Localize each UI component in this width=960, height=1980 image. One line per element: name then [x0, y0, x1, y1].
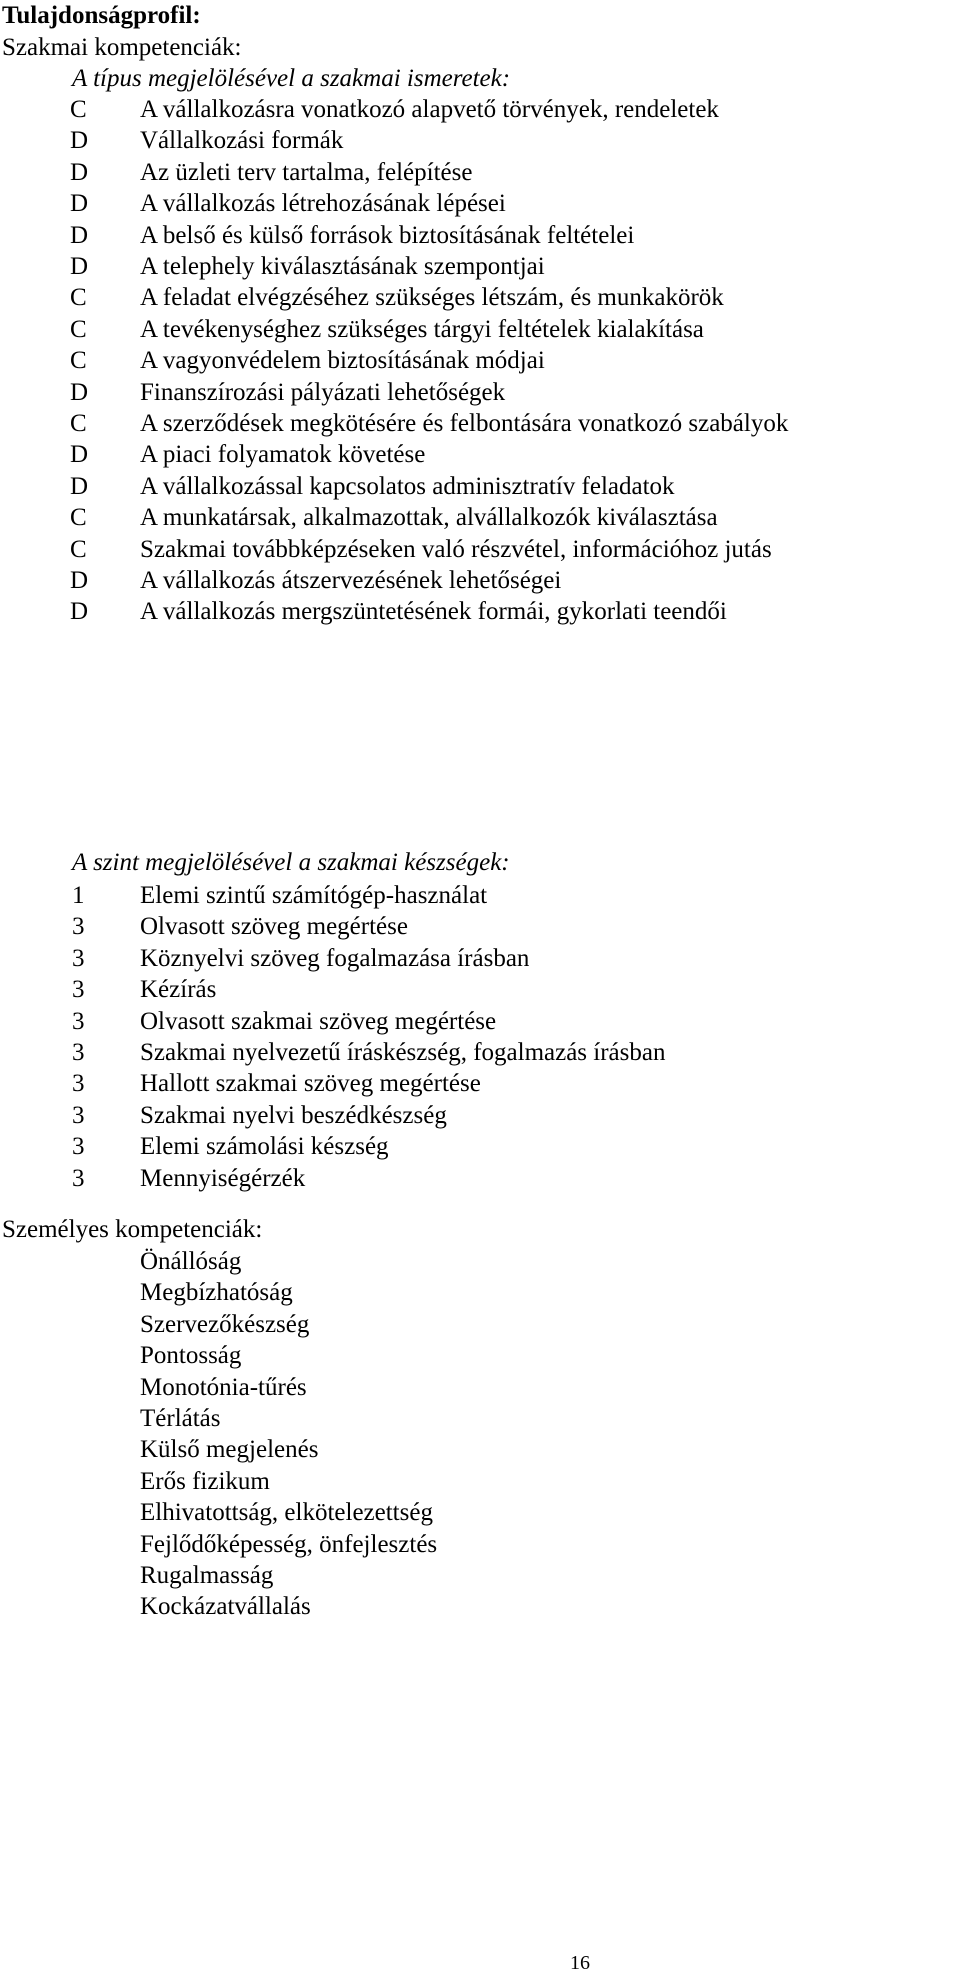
list-item	[0, 1131, 960, 1163]
item-code: C	[70, 284, 87, 312]
list-item	[0, 125, 960, 157]
list-item	[0, 943, 960, 975]
item-text: Vállalkozási formák	[140, 127, 344, 155]
item-code: 3	[72, 1101, 85, 1129]
item-text: A vállalkozás mergszüntetésének formái, gykorlati teendői	[140, 598, 727, 626]
item-code: D	[70, 567, 89, 594]
list-item	[0, 534, 960, 566]
item-code: D	[70, 158, 89, 186]
list-item	[0, 377, 960, 409]
item-text: Elemi számolási készség	[140, 1133, 389, 1161]
item-code: C	[70, 96, 87, 123]
item-code: D	[70, 472, 89, 500]
item-text: A munkatársak, alkalmazottak, alvállalkozók kiválasztása	[140, 504, 718, 532]
item-code: D	[70, 598, 89, 626]
item-code: 3	[72, 1164, 85, 1192]
item-text: A vagyonvédelem biztosításának módjai	[140, 347, 545, 375]
personal-competency-item: Rugalmasság	[140, 1562, 274, 1589]
item-code: 1	[72, 882, 85, 909]
list-item	[0, 157, 960, 189]
item-text: A vállalkozással kapcsolatos adminisztratív feladatok	[140, 472, 675, 500]
item-text: A telephely kiválasztásának szempontjai	[140, 253, 545, 280]
list-item	[0, 439, 960, 471]
list-item	[0, 974, 960, 1006]
personal-competency-item: Megbízhatóság	[140, 1279, 293, 1307]
item-text: Szakmai nyelvezetű íráskészség, fogalmazás írásban	[140, 1039, 666, 1066]
personal-competency-item: Önállóság	[140, 1248, 242, 1275]
list-item	[0, 1006, 960, 1038]
item-code: D	[70, 190, 89, 218]
item-text: Szakmai továbbképzéseken való részvétel, információhoz jutás	[140, 535, 772, 563]
personal-competency-item: Monotónia-tűrés	[140, 1373, 307, 1401]
item-code: 3	[72, 944, 85, 972]
item-text: Elemi szintű számítógép-használat	[140, 882, 488, 909]
item-text: Szakmai nyelvi beszédkészség	[140, 1101, 447, 1129]
list-item	[0, 911, 960, 943]
item-text: Olvasott szöveg megértése	[140, 913, 408, 941]
skills-heading: A szint megjelölésével a szakmai készségek:	[72, 849, 510, 876]
item-code: D	[70, 441, 89, 469]
list-item	[0, 502, 960, 534]
item-code: 3	[72, 976, 85, 1004]
page-number: 16	[570, 1952, 590, 1974]
list-item	[0, 1068, 960, 1100]
item-text: A feladat elvégzéséhez szükséges létszám, és munkakörök	[140, 284, 724, 312]
page-title: Tulajdonságprofil:	[2, 2, 201, 29]
item-code: C	[70, 315, 87, 343]
item-code: C	[70, 504, 87, 532]
item-code: D	[70, 221, 89, 249]
item-text: Olvasott szakmai szöveg megértése	[140, 1007, 497, 1035]
list-item	[0, 1163, 960, 1195]
list-item	[0, 94, 960, 126]
item-text: Hallott szakmai szöveg megértése	[140, 1070, 481, 1098]
professional-competencies-label: Szakmai kompetenciák:	[2, 34, 242, 61]
item-text: A belső és külső források biztosításának feltételei	[140, 221, 635, 249]
personal-competency-item: Fejlődőképesség, önfejlesztés	[140, 1530, 438, 1558]
item-text: Az üzleti terv tartalma, felépítése	[140, 158, 473, 186]
list-item	[0, 220, 960, 252]
list-item	[0, 314, 960, 346]
list-item	[0, 565, 960, 597]
item-text: Köznyelvi szöveg fogalmazása írásban	[140, 944, 530, 972]
list-item	[0, 408, 960, 440]
item-code: 3	[72, 1133, 85, 1161]
personal-competency-item: Elhivatottság, elkötelezettség	[140, 1499, 433, 1527]
personal-competency-item: Szervezőkészség	[140, 1310, 310, 1338]
item-code: D	[70, 378, 89, 406]
item-text: A piaci folyamatok követése	[140, 441, 426, 469]
personal-competency-item: Pontosság	[140, 1342, 242, 1370]
list-item	[0, 880, 960, 912]
list-item	[0, 345, 960, 377]
personal-competency-item: Külső megjelenés	[140, 1436, 319, 1464]
personal-competency-item: Kockázatvállalás	[140, 1593, 311, 1621]
item-text: A szerződések megkötésére és felbontására vonatkozó szabályok	[140, 410, 789, 437]
item-text: A vállalkozás létrehozásának lépései	[140, 190, 506, 218]
item-text: Finanszírozási pályázati lehetőségek	[140, 378, 506, 406]
item-code: 3	[72, 1070, 85, 1098]
list-item	[0, 471, 960, 503]
item-code: C	[70, 535, 87, 563]
item-code: D	[70, 253, 89, 280]
personal-competencies-label: Személyes kompetenciák:	[2, 1216, 263, 1243]
list-item	[0, 282, 960, 314]
item-text: A vállalkozásra vonatkozó alapvető törvények, rendeletek	[140, 96, 719, 123]
item-text: Mennyiségérzék	[140, 1164, 306, 1192]
knowledge-heading: A típus megjelölésével a szakmai ismeretek:	[72, 65, 511, 92]
item-code: 3	[72, 1039, 85, 1066]
item-code: C	[70, 347, 87, 375]
list-item	[0, 188, 960, 220]
personal-competency-item: Térlátás	[140, 1405, 221, 1432]
list-item	[0, 1037, 960, 1069]
list-item	[0, 596, 960, 628]
item-text: A vállalkozás átszervezésének lehetőségei	[140, 567, 562, 594]
item-code: D	[70, 127, 89, 155]
item-text: Kézírás	[140, 976, 217, 1004]
item-code: 3	[72, 1007, 85, 1035]
list-item	[0, 1100, 960, 1132]
list-item	[0, 251, 960, 283]
item-code: 3	[72, 913, 85, 941]
item-code: C	[70, 410, 87, 437]
item-text: A tevékenységhez szükséges tárgyi feltételek kialakítása	[140, 315, 704, 343]
personal-competency-item: Erős fizikum	[140, 1467, 270, 1495]
